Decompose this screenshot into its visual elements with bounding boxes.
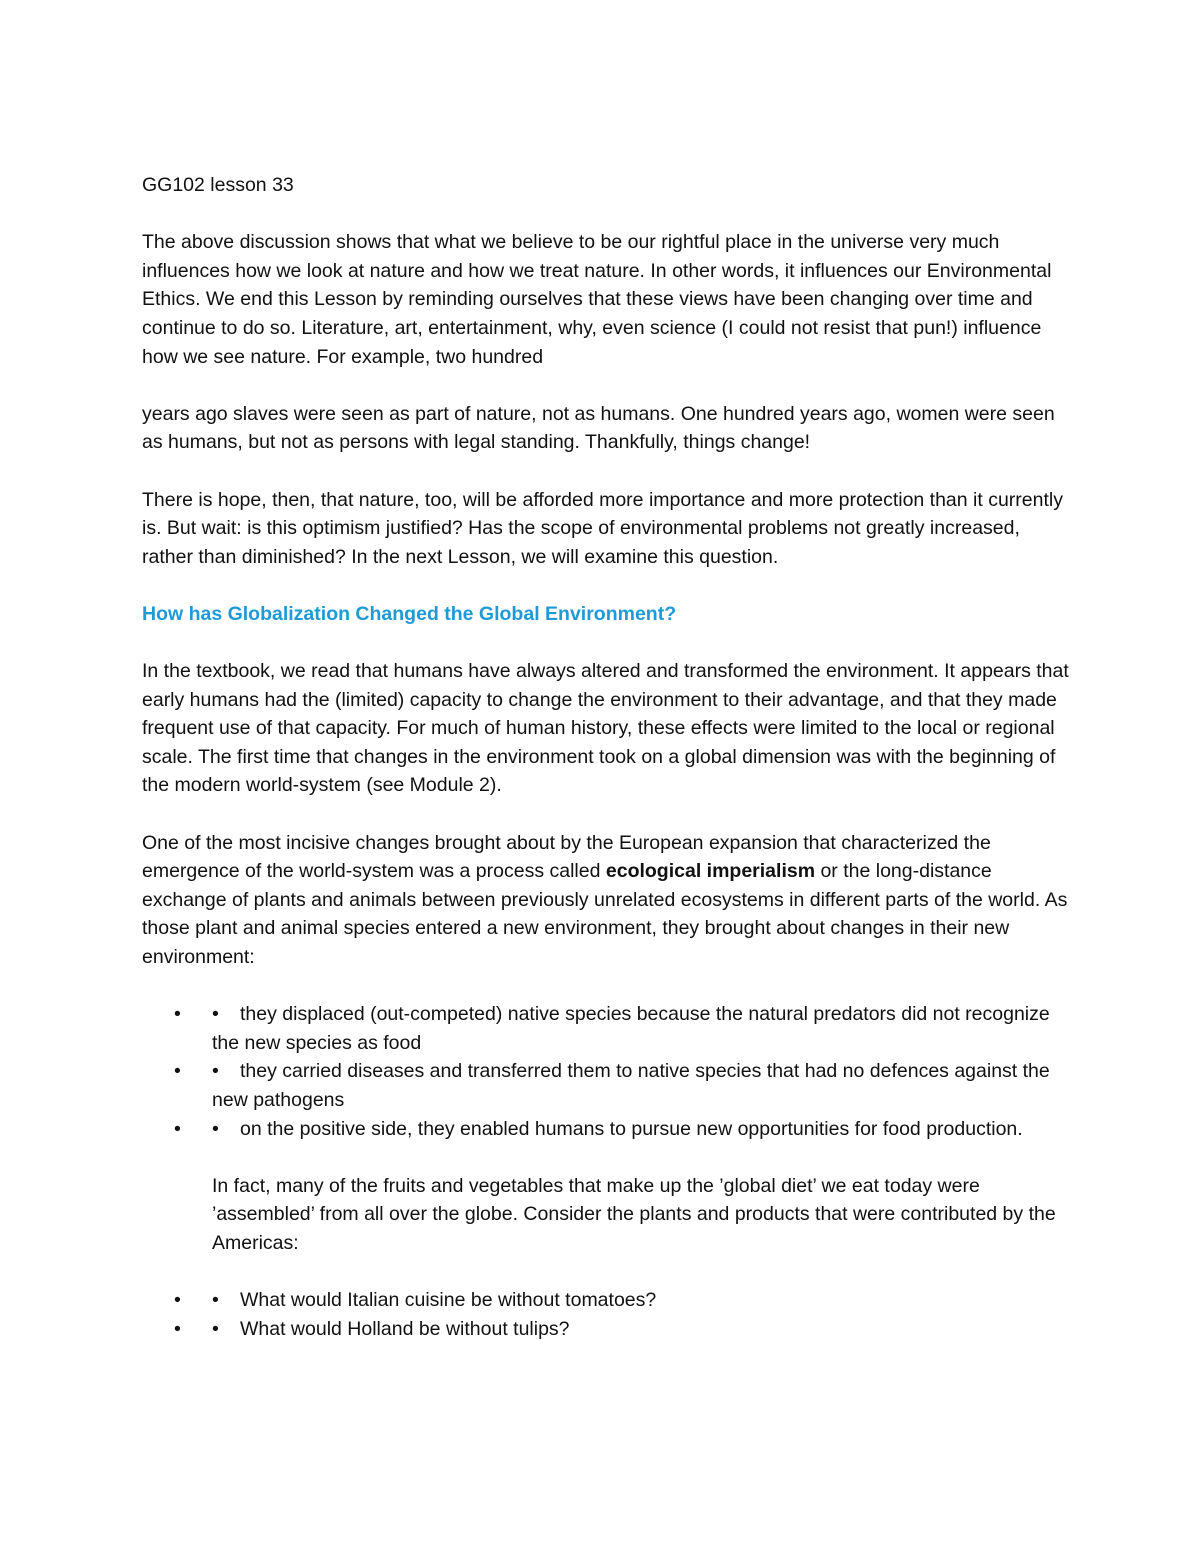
questions-bullet-list bbox=[142, 1286, 1072, 1343]
bullet-icon: • bbox=[174, 1289, 181, 1312]
paragraph-5-text-before: One of the most incisive changes brought about by the European expansion that characterized the emergence of the world-system was a process called bbox=[142, 831, 991, 883]
list-item bbox=[142, 1000, 1072, 1057]
bullet-icon: • bbox=[212, 1317, 219, 1340]
bullet-icon: • bbox=[212, 1289, 219, 1312]
list-item-text: they carried diseases and transferred them to native species that had no defences against the new pathogens bbox=[212, 1060, 1050, 1111]
bullet-icon: • bbox=[174, 1117, 181, 1140]
paragraph-5-text-after: or the long-distance exchange of plants and animals between previously unrelated ecosystems in different parts of the world. As those plant and animal species entered a new environment, they brought about changes in their new environment: bbox=[142, 860, 1068, 969]
section-heading: How has Globalization Changed the Global Environment? bbox=[142, 602, 677, 625]
document-title: GG102 lesson 33 bbox=[142, 174, 294, 196]
indented-paragraph: In fact, many of the fruits and vegetables that make up the ’global diet’ we eat today were ’assembled’ from all over the globe. Consider the plants and products that were contributed by the Americas: bbox=[212, 1174, 1056, 1254]
bullet-icon: • bbox=[212, 1060, 219, 1083]
paragraph-3: There is hope, then, that nature, too, will be afforded more importance and more protection than it currently is. But wait: is this optimism justified? Has the scope of environmental problems not greatly increased, rather than diminished? In the next Lesson, we will examine this question. bbox=[142, 488, 1063, 568]
paragraph-1: The above discussion shows that what we believe to be our rightful place in the universe very much influences how we look at nature and how we treat nature. In other words, it influences our Environmental Ethics. We end this Lesson by reminding ourselves that these views have been changing over time and continue to do so. Literature, art, entertainment, why, even science (I could not resist that pun!) influence how we see nature. For example, two hundred bbox=[142, 231, 1052, 368]
bullet-icon: • bbox=[174, 1003, 181, 1026]
paragraph-2: years ago slaves were seen as part of nature, not as humans. One hundred years ago, women were seen as humans, but not as persons with legal standing. Thankfully, things change! bbox=[142, 402, 1055, 454]
list-item bbox=[142, 1115, 1072, 1144]
document-page bbox=[142, 171, 1072, 1343]
list-item-text: What would Italian cuisine be without tomatoes? bbox=[240, 1289, 657, 1312]
list-item-text: What would Holland be without tulips? bbox=[240, 1317, 570, 1340]
paragraph-5 bbox=[142, 829, 1072, 972]
list-item bbox=[142, 1315, 1072, 1344]
list-item-text: they displaced (out-competed) native species because the natural predators did not recognize the new species as food bbox=[212, 1003, 1050, 1054]
paragraph-4: In the textbook, we read that humans have always altered and transformed the environment. It appears that early humans had the (limited) capacity to change the environment to their advantage, and that they made frequent use of that capacity. For much of human history, these effects were limited to the local or regional scale. The first time that changes in the environment took on a global dimension was with the beginning of the modern world-system (see Module 2). bbox=[142, 660, 1069, 797]
bullet-icon: • bbox=[212, 1003, 219, 1026]
list-item bbox=[142, 1286, 1072, 1315]
bullet-icon: • bbox=[212, 1117, 219, 1140]
ecological-imperialism-term: ecological imperialism bbox=[605, 860, 816, 883]
bullet-icon: • bbox=[174, 1317, 181, 1340]
list-item bbox=[142, 1057, 1072, 1114]
effects-bullet-list bbox=[142, 1000, 1072, 1143]
list-item-text: on the positive side, they enabled humans to pursue new opportunities for food production. bbox=[240, 1117, 1023, 1140]
bullet-icon: • bbox=[174, 1060, 181, 1083]
